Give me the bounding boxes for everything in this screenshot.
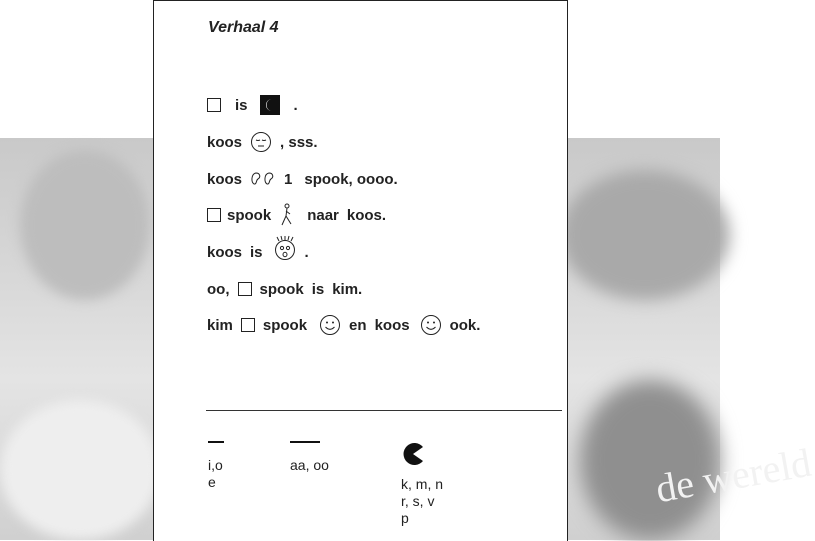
sentence-1: is . [207, 94, 306, 116]
sentence-5: koos is . [207, 241, 317, 263]
empty-square-icon [207, 208, 221, 222]
legend-long-vowel: aa, oo [290, 441, 329, 474]
sentence-7: kim spook en koos ook. [207, 314, 488, 336]
sleepy-face-icon [250, 131, 272, 153]
sentence-3: koos 1 spook, oooo. [207, 170, 398, 188]
moon-icon [260, 95, 280, 115]
scared-face-icon [273, 235, 297, 261]
ears-icon [250, 171, 276, 187]
divider-line [206, 410, 562, 411]
long-dash-icon [290, 441, 320, 443]
smiley-face-icon [420, 314, 442, 336]
legend-short-vowel: i,o e [208, 441, 224, 491]
sentence-6: oo, spook is kim. [207, 280, 363, 298]
walking-figure-icon [279, 203, 295, 227]
empty-square-icon [238, 282, 252, 296]
legend-consonants: k, m, n r, s, v p [401, 442, 443, 527]
empty-square-icon [241, 318, 255, 332]
background-book-title: de wereld [652, 439, 815, 512]
page-title: Verhaal 4 [208, 19, 279, 36]
reading-sheet [153, 0, 568, 541]
smiley-face-icon [319, 314, 341, 336]
empty-square-icon [207, 98, 221, 112]
pacman-icon [401, 442, 443, 470]
short-dash-icon [208, 441, 224, 443]
sentence-2: koos , sss. [207, 131, 326, 153]
sentence-4: spook naar koos. [207, 204, 394, 226]
